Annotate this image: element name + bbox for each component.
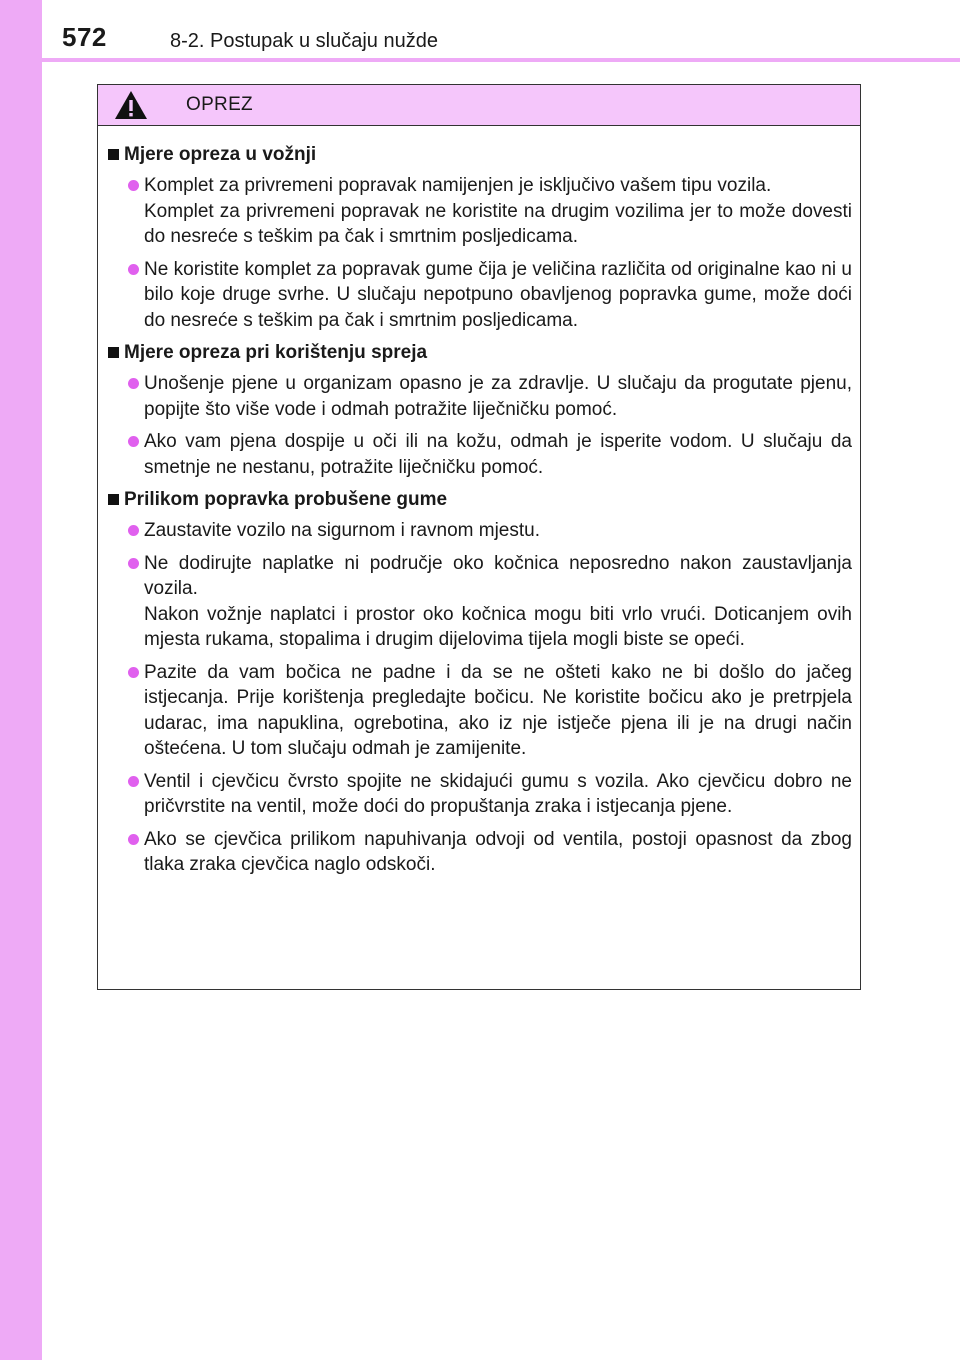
square-bullet-icon xyxy=(108,347,119,358)
caution-item xyxy=(104,827,852,878)
round-bullet-icon xyxy=(128,776,139,787)
square-bullet-icon xyxy=(108,494,119,505)
caution-item xyxy=(104,173,852,250)
caution-group xyxy=(104,340,852,480)
square-bullet-icon xyxy=(108,149,119,160)
round-bullet-icon xyxy=(128,667,139,678)
caution-item-text: Ne koristite komplet za popravak gume čija je veličina različita od originalne kao ni u bilo koje druge svrhe. U slučaju nepotpuno obavljenog popravka gume, može doći do nesreće s teškim pa čak i smrtnim posljedicama. xyxy=(144,258,852,331)
section-title: 8-2. Postupak u slučaju nužde xyxy=(170,30,438,52)
caution-heading xyxy=(104,487,852,512)
caution-item-text: Ventil i cjevčicu čvrsto spojite ne skidajući gumu s vozila. Ako cjevčicu dobro ne pričvrstite na ventil, može doći do propuštanja zraka i istjecanja pjene. xyxy=(144,770,852,817)
round-bullet-icon xyxy=(128,834,139,845)
caution-heading-text: Prilikom popravka probušene gume xyxy=(124,489,448,510)
caution-item-text: Ne dodirujte naplatke ni područje oko kočnica neposredno nakon zaustavljanja vozila. xyxy=(144,552,852,599)
caution-item xyxy=(104,660,852,762)
round-bullet-icon xyxy=(128,378,139,389)
caution-item-text: Komplet za privremeni popravak ne koristite na drugim vozilima jer to može dovesti do nesreće s teškim pa čak i smrtnim posljedicama. xyxy=(144,200,852,247)
caution-heading xyxy=(104,142,852,167)
caution-item-text: Ako vam pjena dospije u oči ili na kožu, odmah je isperite vodom. U slučaju da smetnje ne nestanu, potražite liječničku pomoć. xyxy=(144,431,852,478)
caution-item-text: Ako se cjevčica prilikom napuhivanja odvoji od ventila, postoji opasnost da zbog tlaka zraka cjevčica naglo odskoči. xyxy=(144,828,852,875)
round-bullet-icon xyxy=(128,180,139,191)
caution-item xyxy=(104,257,852,334)
round-bullet-icon xyxy=(128,436,139,447)
caution-label: OPREZ xyxy=(186,94,253,115)
caution-item-text: Unošenje pjene u organizam opasno je za zdravlje. U slučaju da progutate pjenu, popijte što više vode i odmah potražite liječničku pomoć. xyxy=(144,373,852,420)
side-color-strip xyxy=(0,0,42,1360)
caution-item xyxy=(104,429,852,480)
caution-item-text: Pazite da vam bočica ne padne i da se ne ošteti kako ne bi došlo do jačeg istjecanja. Prije korištenja pregledajte bočicu. Ne koristite bočicu ako je pretrpjela udarac, ima napuklina, ogrebotina, ako iz nje istječe pjena ili je na drugi način oštećena. U tom slučaju odmah je zamijenite. xyxy=(144,661,852,759)
caution-item-text: Zaustavite vozilo na sigurnom i ravnom mjestu. xyxy=(144,520,540,541)
caution-item xyxy=(104,551,852,653)
round-bullet-icon xyxy=(128,264,139,275)
caution-group xyxy=(104,487,852,878)
caution-heading-text: Mjere opreza pri korištenju spreja xyxy=(124,342,428,363)
round-bullet-icon xyxy=(128,558,139,569)
caution-item-text: Komplet za privremeni popravak namijenjen je isključivo vašem tipu vozila. xyxy=(144,175,772,196)
caution-header xyxy=(98,85,860,126)
caution-box xyxy=(97,84,861,990)
caution-item xyxy=(104,769,852,820)
warning-triangle-icon xyxy=(114,90,148,120)
caution-heading-text: Mjere opreza u vožnji xyxy=(124,144,317,165)
header-rule xyxy=(42,58,960,62)
caution-heading xyxy=(104,340,852,365)
caution-item-text: Nakon vožnje naplatci i prostor oko kočnica mogu biti vrlo vrući. Doticanjem ovih mjesta rukama, stopalima i drugim dijelovima tijela mogli biste se opeći. xyxy=(144,603,852,650)
caution-item xyxy=(104,371,852,422)
caution-body xyxy=(98,126,860,878)
round-bullet-icon xyxy=(128,525,139,536)
caution-item xyxy=(104,518,852,544)
caution-group xyxy=(104,142,852,333)
page-number: 572 xyxy=(62,22,107,52)
